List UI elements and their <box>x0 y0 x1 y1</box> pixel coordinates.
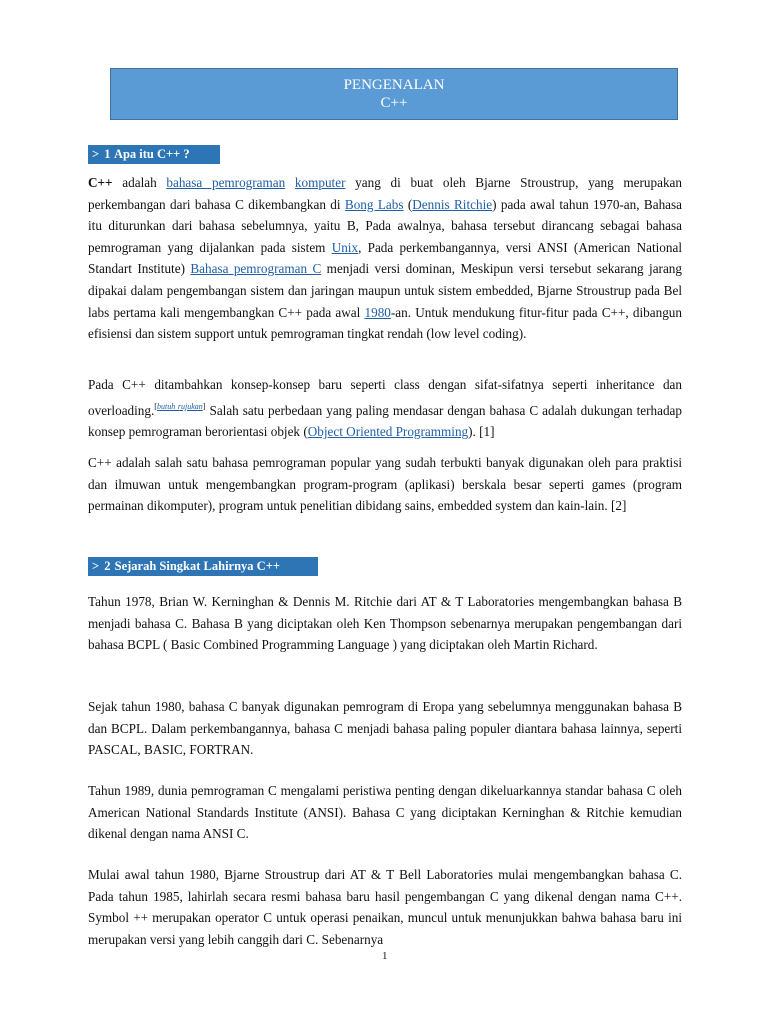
paragraph-popular <box>88 452 682 517</box>
paragraph-intro <box>88 172 682 345</box>
text: , Pada perkembangannya, versi ANSI (American National Standart Institute) <box>88 239 682 277</box>
link-bahasa-pemrograman-c[interactable]: Bahasa pemrograman C <box>190 261 322 277</box>
paragraph-history-1989 <box>88 780 682 845</box>
section-marker: ⁠> 1 <box>92 147 112 161</box>
paragraph-text: Mulai awal tahun 1980, Bjarne Stroustrup dari AT & T Bell Laboratories mulai mengembangkan bahasa C. Pada tahun 1985, lahirlah secara resmi bahasa baru hasil pengembangan C yang dikenal dengan nama C++. Symbol ++ merupakan operator C untuk operasi penaikan, muncul untuk menunjukkan bahwa bahasa baru ini merupakan versi yang lebih canggih dari C. Sebenarnya <box>88 867 682 947</box>
term-cpp: C++ <box>88 175 113 190</box>
link-oop[interactable]: Object Oriented Programming <box>307 424 469 440</box>
bracket: [ <box>154 401 157 411</box>
section-title: Sejarah Singkat Lahirnya C++ <box>114 559 280 573</box>
text: Pada C++ ditambahkan konsep-konsep baru seperti class dengan sifat-sifatnya seperti inheritance dan overloading. <box>88 377 682 418</box>
paragraph-text: C++ adalah salah satu bahasa pemrograman popular yang sudah terbukti banyak digunakan oleh para praktisi dan ilmuwan untuk mengembangkan program-program (aplikasi) berskala besar seperti games (program permainan dikomputer), program untuk penelitian dibidang sains, embedded system dan kain-lain. [2] <box>88 455 682 514</box>
section-heading-sejarah <box>88 557 318 576</box>
paragraph-history-cpp <box>88 864 682 950</box>
text: yang di buat oleh Bjarne Stroustrup, yang merupakan perkembangan dari bahasa C dikembangkan di <box>88 175 683 212</box>
link-bong-labs[interactable]: Bong Labs <box>344 196 404 212</box>
paragraph-concepts <box>88 374 682 443</box>
link-1980[interactable]: 1980 <box>364 304 391 320</box>
text: adalah <box>112 175 167 190</box>
bracket: ] <box>202 401 206 411</box>
section-heading-apa-itu <box>88 145 220 164</box>
link-unix[interactable]: Unix <box>331 239 359 255</box>
citation-needed[interactable] <box>154 402 205 411</box>
text: ) pada awal tahun 1970-an, Bahasa itu diturunkan dari bahasa sebelumnya, yaitu B, Pada awalnya, bahasa tersebut dirancang sebagai bahasa pemrograman yang dijalankan pada sistem <box>88 196 682 255</box>
text: menjadi versi dominan, Meskipun versi tersebut sekarang jarang dipakai dalam pengembangan sistem dan jaringan maupun untuk sistem embedded, Bjarne Stroustrup pada Bel labs pertama kali mengembangkan C++ pada awal <box>88 261 682 320</box>
paragraph-history-1978 <box>88 591 682 656</box>
page-title-box <box>110 68 678 120</box>
link-bahasa-pemrograman[interactable]: bahasa pemrograman <box>166 175 286 190</box>
text: -an. Untuk mendukung fitur-fitur pada C++, dibangun efisiensi dan sistem support untuk pemrograman tingkat rendah (low level coding). <box>88 304 682 342</box>
section-title: Apa itu C++ ? <box>113 147 190 161</box>
text: ). [1] <box>468 424 495 440</box>
page-title-line-2: C++ <box>380 95 408 111</box>
page-title-line-1: PENGENALAN <box>343 77 445 93</box>
text: Salah satu perbedaan yang paling mendasar dengan bahasa C adalah dukungan terhadap konsep pemrograman berorientasi objek ( <box>88 402 683 440</box>
paragraph-text: Tahun 1978, Brian W. Kerninghan & Dennis M. Ritchie dari AT & T Laboratories mengembangkan bahasa B menjadi bahasa C. Bahasa B yang diciptakan oleh Ken Thompson sebenarnya merupakan pengembangan dari bahasa BCPL ( Basic Combined Programming Language ) yang diciptakan oleh Martin Richard. <box>88 594 682 653</box>
citation-needed-label[interactable]: butuh rujukan <box>156 401 203 411</box>
link-dennis-ritchie[interactable]: Dennis Ritchie <box>412 196 493 212</box>
text: ( <box>403 196 413 212</box>
paragraph-text: Tahun 1989, dunia pemrograman C mengalami peristiwa penting dengan dikeluarkannya standar bahasa C oleh American National Standards Institute (ANSI). Bahasa C yang diciptakan Kerninghan & Ritchie kemudian dikenal dengan nama ANSI C. <box>88 783 682 842</box>
section-marker: > 2 <box>92 559 112 573</box>
paragraph-text: Sejak tahun 1980, bahasa C banyak digunakan pemrogram di Eropa yang sebelumnya menggunakan bahasa B dan BCPL. Dalam perkembangannya, bahasa C menjadi bahasa paling populer diantara bahasa lainnya, seperti PASCAL, BASIC, FORTRAN. <box>88 699 682 758</box>
page-number: 1 <box>382 950 388 962</box>
paragraph-history-1980 <box>88 696 682 761</box>
link-komputer[interactable]: komputer <box>294 175 346 190</box>
text <box>285 175 295 190</box>
